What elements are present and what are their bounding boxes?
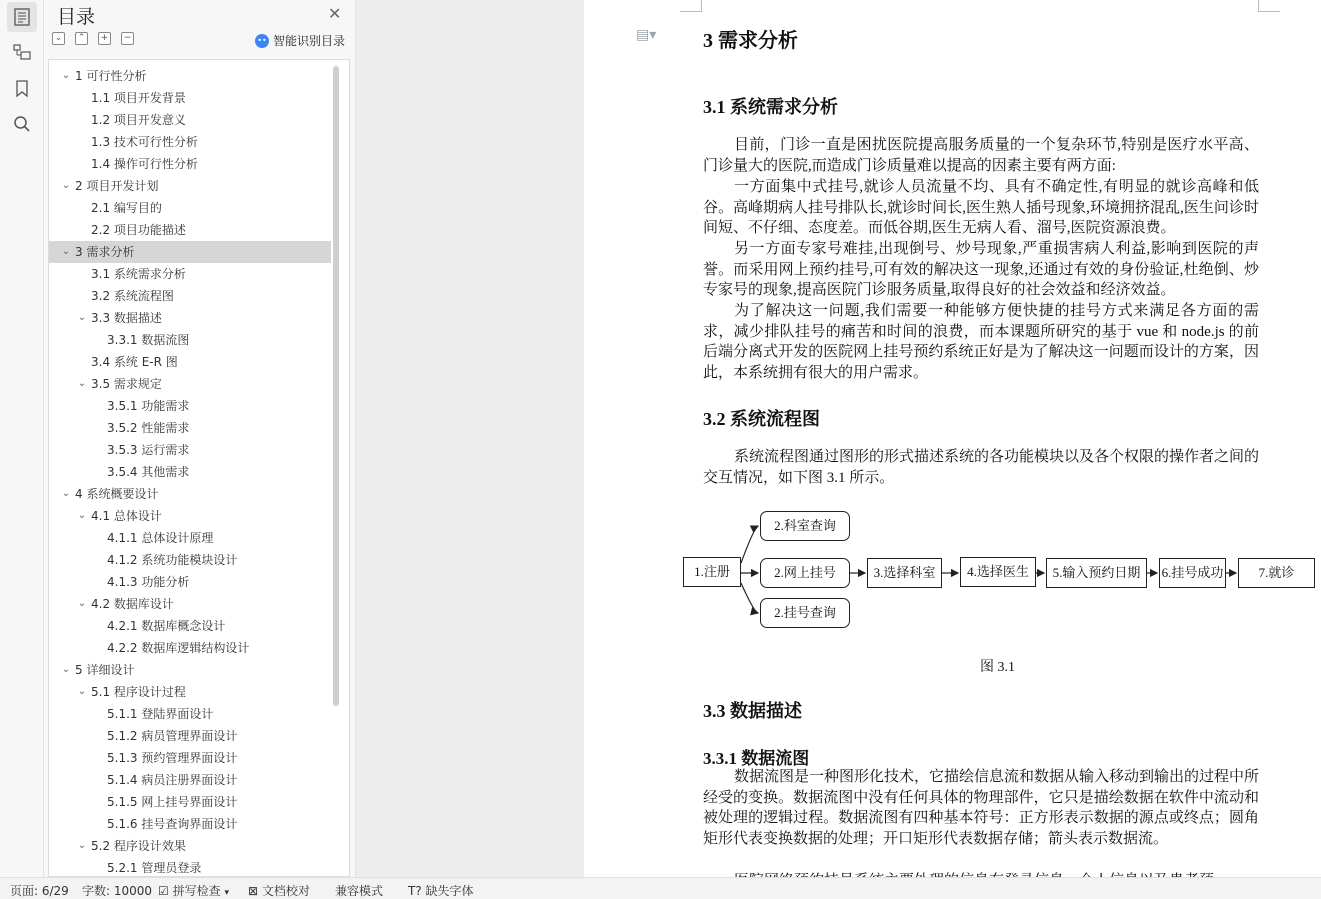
toc-item[interactable]: [49, 549, 331, 571]
flow-node-choose-doctor: 4.选择医生: [960, 557, 1036, 587]
heading-3-3-1: 3.3.1 数据流图: [703, 749, 810, 768]
toc-item-label: 1 可行性分析: [75, 69, 147, 83]
toc-item-label: 2 项目开发计划: [75, 179, 159, 193]
chevron-down-icon[interactable]: ⌄: [61, 488, 71, 499]
toc-view-icon[interactable]: [7, 2, 37, 32]
ai-icon: ••: [255, 34, 269, 48]
toc-item-label: 3.5 需求规定: [91, 377, 162, 391]
compat-mode-label[interactable]: 兼容模式: [335, 884, 384, 898]
paragraph: 系统流程图通过图形的形式描述系统的各功能模块以及各个权限的操作者之间的交互情况，如下图 3.1 所示。: [703, 449, 1260, 486]
heading-3: 3 需求分析: [703, 30, 798, 52]
toc-item-label: 5.1.4 病员注册界面设计: [107, 773, 238, 787]
collapse-up-icon[interactable]: ⌃: [75, 32, 88, 45]
add-icon[interactable]: +: [98, 32, 111, 45]
chevron-down-icon[interactable]: ⌄: [77, 840, 87, 851]
toc-item[interactable]: [49, 219, 331, 241]
toc-item-label: 3.4 系统 E-R 图: [91, 355, 178, 369]
toc-item[interactable]: [49, 87, 331, 109]
toc-item[interactable]: [49, 769, 331, 791]
toc-item-label: 4.2.2 数据库逻辑结构设计: [107, 641, 250, 655]
word-count[interactable]: 字数: 10000: [82, 884, 153, 898]
toc-item[interactable]: [49, 395, 331, 417]
chapter-nav-icon[interactable]: [7, 37, 37, 67]
heading-3-1: 3.1 系统需求分析: [703, 97, 838, 117]
toc-item[interactable]: [49, 153, 331, 175]
missing-font-label: 缺失字体: [425, 884, 474, 898]
toc-item[interactable]: [49, 813, 331, 835]
chevron-down-icon[interactable]: ⌄: [77, 510, 87, 521]
toc-item[interactable]: [49, 835, 331, 857]
toc-toolbar: [52, 32, 134, 45]
toc-item-label: 1.3 技术可行性分析: [91, 135, 198, 149]
heading-3-2: 3.2 系统流程图: [703, 409, 820, 429]
toc-item[interactable]: [49, 285, 331, 307]
toc-item-label: 5 详细设计: [75, 663, 135, 677]
chevron-down-icon[interactable]: ⌄: [61, 246, 71, 257]
toc-item-label: 5.1.6 挂号查询界面设计: [107, 817, 238, 831]
toc-item[interactable]: [49, 329, 331, 351]
toc-item-label: 2.1 编写目的: [91, 201, 162, 215]
flow-node-reg-query: 2.挂号查询: [760, 598, 850, 628]
toc-item-label: 3 需求分析: [75, 245, 135, 259]
toc-item[interactable]: [49, 725, 331, 747]
proofread-button[interactable]: [248, 882, 310, 899]
toc-item[interactable]: [49, 417, 331, 439]
toc-item-label: 5.2.1 管理员登录: [107, 861, 202, 875]
navigation-rail: [0, 0, 44, 877]
toc-item[interactable]: [49, 637, 331, 659]
toc-item[interactable]: [49, 351, 331, 373]
toc-panel: [44, 0, 356, 877]
toc-item[interactable]: [49, 703, 331, 725]
toc-item-label: 5.1.3 预约管理界面设计: [107, 751, 238, 765]
chevron-down-icon[interactable]: ⌄: [77, 378, 87, 389]
toc-item-label: 5.1.2 病员管理界面设计: [107, 729, 238, 743]
status-bar: [0, 877, 1321, 899]
paragraph: 目前，门诊一直是困扰医院提高服务质量的一个复杂环节,特别是医疗水平高、门诊量大的医院,而造成门诊质量难以提高的因素主要有两方面:: [703, 137, 1259, 174]
toc-scrollbar[interactable]: [333, 66, 339, 706]
font-icon: T?: [408, 884, 422, 898]
toc-item-label: 4 系统概要设计: [75, 487, 159, 501]
paragraph: 数据流图是一种图形化技术，它描绘信息流和数据从输入移动到输出的过程中所经受的变换。数据流图中没有任何具体的物理部件，它只是描绘数据在软件中流动和被处理的逻辑过程。数据流图有四种基本符号：正方形表示数据的源点或终点；圆角矩形代表变换数据的处理；开口矩形代表数据存储；箭头表示数据流。: [703, 769, 1260, 848]
proofread-label: 文档校对: [261, 884, 310, 898]
flow-chart-connectors: [584, 0, 1321, 640]
toc-item[interactable]: [49, 857, 331, 879]
toc-item[interactable]: [49, 527, 331, 549]
figure-caption: 图 3.1: [980, 660, 1015, 675]
toc-item[interactable]: [49, 307, 331, 329]
chevron-down-icon[interactable]: ⌄: [77, 312, 87, 323]
spell-check-label: 拼写检查: [172, 884, 221, 898]
toc-item[interactable]: [49, 659, 331, 681]
proofread-icon: ⊠: [248, 884, 259, 898]
page-indicator[interactable]: 页面: 6/29: [10, 884, 69, 898]
chevron-down-icon: ▾: [224, 888, 229, 898]
toc-item[interactable]: [49, 593, 331, 615]
toc-item-label: 4.1.3 功能分析: [107, 575, 190, 589]
toc-item-label: 2.2 项目功能描述: [91, 223, 186, 237]
toc-item[interactable]: [49, 483, 331, 505]
toc-tree: [48, 59, 350, 877]
toc-title: 目录: [57, 6, 96, 28]
toc-item[interactable]: [49, 263, 331, 285]
remove-icon[interactable]: −: [121, 32, 134, 45]
toc-item-label: 4.2.1 数据库概念设计: [107, 619, 226, 633]
chevron-down-icon[interactable]: ⌄: [61, 70, 71, 81]
toc-item[interactable]: [49, 791, 331, 813]
flow-node-visit: 7.就诊: [1238, 558, 1315, 588]
toc-item[interactable]: [49, 505, 331, 527]
toc-item-label: 3.1 系统需求分析: [91, 267, 186, 281]
smart-toc-button[interactable]: [255, 32, 345, 49]
toc-item-label: 3.5.3 运行需求: [107, 443, 190, 457]
toc-item-label: 3.5.2 性能需求: [107, 421, 190, 435]
flow-node-dept-query: 2.科室查询: [760, 511, 850, 541]
toc-item[interactable]: [49, 373, 331, 395]
toc-item[interactable]: [49, 615, 331, 637]
document-page[interactable]: [584, 0, 1321, 877]
search-icon[interactable]: [7, 109, 37, 139]
toc-item-label: 5.1 程序设计过程: [91, 685, 186, 699]
workspace-background: [356, 0, 584, 877]
toc-item[interactable]: [49, 197, 331, 219]
toc-item-label: 1.4 操作可行性分析: [91, 157, 198, 171]
chevron-down-icon[interactable]: ⌄: [77, 686, 87, 697]
paragraph: 为了解决这一问题,我们需要一种能够方便快捷的挂号方式来满足各方面的需求，减少排队挂号的痛苦和时间的浪费，而本课题所研究的基于 vue 和 node.js 的前后端分离式开发的医院网上挂号预约系统正好是为了解决这一问题而设计的方案，因此，本系统拥有很大的用户需求。: [703, 303, 1259, 382]
bookmark-icon[interactable]: [7, 73, 37, 103]
toc-item[interactable]: [49, 681, 331, 703]
toc-item[interactable]: [49, 461, 331, 483]
toc-item-label: 4.1.2 系统功能模块设计: [107, 553, 238, 567]
paragraph: 一方面集中式挂号,就诊人员流量不均、具有不确定性,有明显的就诊高峰和低谷。高峰期病人挂号排队长,就诊时间长,医生熟人插号现象,环境拥挤混乱,医生问诊时间短、不仔细、态度差。而低谷期,医生无病人看、溜号,医院资源浪费。: [703, 179, 1259, 237]
toc-item[interactable]: [49, 65, 331, 87]
toc-item-label: 4.1.1 总体设计原理: [107, 531, 214, 545]
heading-3-3: 3.3 数据描述: [703, 701, 802, 721]
toc-item-label: 3.3 数据描述: [91, 311, 162, 325]
paragraph: 另一方面专家号难挂,出现倒号、炒号现象,严重损害病人利益,影响到医院的声誉。而采用网上预约挂号,可有效的解决这一现象,还通过有效的身份验证,杜绝倒、炒专家号的现象,提高医院门诊服务质量,取得良好的社会效益和经济效益。: [703, 241, 1259, 299]
toc-item-label: 5.1.5 网上挂号界面设计: [107, 795, 238, 809]
toc-item-label: 3.5.1 功能需求: [107, 399, 190, 413]
flow-node-input-date: 5.输入预约日期: [1046, 558, 1147, 588]
toc-item-label: 3.5.4 其他需求: [107, 465, 190, 479]
missing-font-button[interactable]: [408, 882, 474, 899]
chevron-down-icon[interactable]: ⌄: [61, 664, 71, 675]
toc-item-label: 4.1 总体设计: [91, 509, 162, 523]
toc-item[interactable]: [49, 131, 331, 153]
flow-node-online-reg: 2.网上挂号: [760, 558, 850, 588]
toc-item[interactable]: [49, 175, 331, 197]
chevron-down-icon[interactable]: ⌄: [77, 598, 87, 609]
toc-item-label: 1.2 项目开发意义: [91, 113, 186, 127]
toc-item[interactable]: [49, 747, 331, 769]
toc-item[interactable]: [49, 439, 331, 461]
expand-down-icon[interactable]: ⌄: [52, 32, 65, 45]
flow-node-register: 1.注册: [683, 557, 741, 587]
toc-item-label: 5.2 程序设计效果: [91, 839, 186, 853]
flow-node-choose-dept: 3.选择科室: [867, 558, 942, 588]
toc-item-label: 5.1.1 登陆界面设计: [107, 707, 214, 721]
checkbox-icon: ☑: [158, 884, 169, 898]
toc-item-label: 3.2 系统流程图: [91, 289, 174, 303]
toc-item[interactable]: [49, 571, 331, 593]
spell-check-button[interactable]: [158, 882, 229, 899]
close-icon[interactable]: ✕: [328, 4, 342, 23]
toc-item[interactable]: [49, 109, 331, 131]
smart-toc-label: 智能识别目录: [273, 34, 346, 48]
toc-list: [49, 65, 331, 879]
flow-node-reg-success: 6.挂号成功: [1159, 558, 1226, 588]
toc-item-label: 1.1 项目开发背景: [91, 91, 186, 105]
toc-item-label: 3.3.1 数据流图: [107, 333, 190, 347]
document-options-icon[interactable]: ▤▾: [636, 28, 657, 43]
toc-item-label: 4.2 数据库设计: [91, 597, 174, 611]
chevron-down-icon[interactable]: ⌄: [61, 180, 71, 191]
toc-item[interactable]: [49, 241, 331, 263]
